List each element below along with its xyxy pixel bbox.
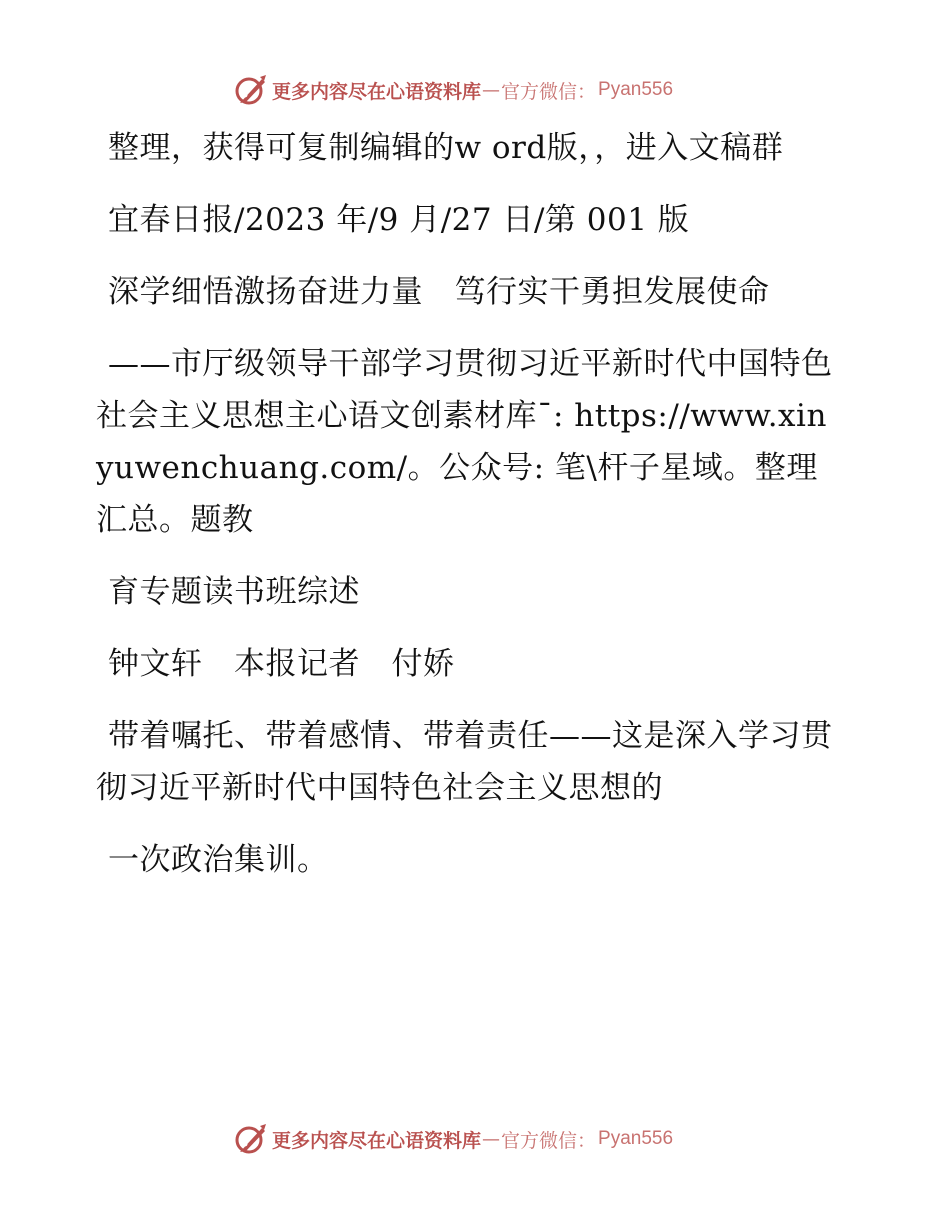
paragraph-byline: 钟文轩 本报记者 付娇 (108, 646, 455, 682)
header-banner (234, 72, 714, 108)
paragraph-subheadline-cont: 育专题读书班综述 (108, 574, 360, 610)
quill-logo-icon (234, 1122, 268, 1156)
banner-separator: — (482, 1128, 501, 1150)
document-body (96, 122, 836, 906)
banner-main-text: 更多内容尽在心语资料库 (272, 80, 482, 103)
banner-separator: — (482, 79, 501, 101)
banner-wechat-label: 官方微信： (501, 1129, 597, 1152)
banner-main-text: 更多内容尽在心语资料库 (272, 1129, 482, 1152)
paragraph-subheadline: ——市厅级领导干部学习贯彻习近平新时代中国特色社会主义思想主心语文创素材库¯: https://www.xinyuwenchuang.com/。公众号: 笔\杆子星域。整理汇总。题教 (96, 346, 833, 538)
banner-wechat-label: 官方微信： (501, 80, 597, 103)
paragraph-lead: 带着嘱托、带着感情、带着责任——这是深入学习贯彻习近平新时代中国特色社会主义思想的 (96, 718, 833, 806)
paragraph-source: 宜春日报/2023 年/9 月/27 日/第 001 版 (108, 202, 690, 238)
footer-banner (234, 1121, 714, 1157)
paragraph-intro: 整理，获得可复制编辑的w ord版，，进入文稿群 (108, 130, 784, 166)
quill-logo-icon (234, 73, 268, 107)
banner-wechat-id: Pyan556 (598, 79, 674, 100)
paragraph-headline: 深学细悟激扬奋进力量 笃行实干勇担发展使命 (108, 274, 770, 310)
paragraph-lead-cont: 一次政治集训。 (108, 842, 329, 878)
banner-wechat-id: Pyan556 (598, 1128, 674, 1149)
